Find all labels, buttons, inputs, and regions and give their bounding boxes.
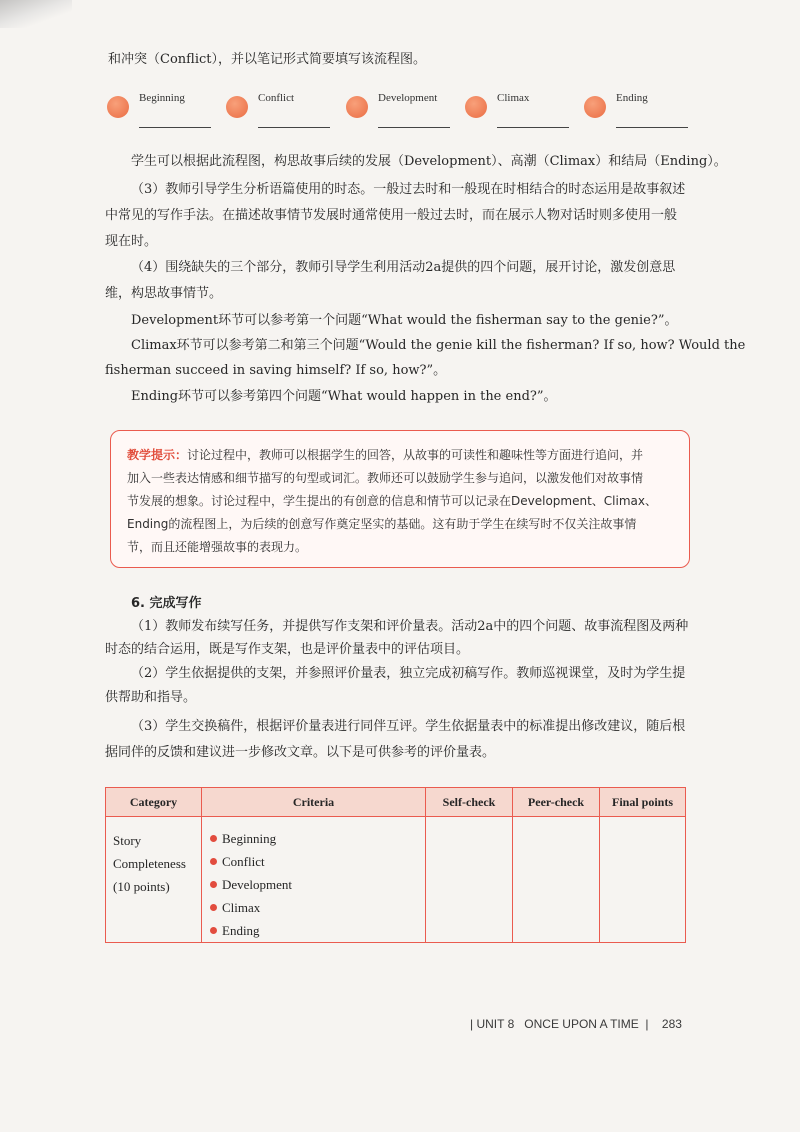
section-line: （1）教师发布续写任务，并提供写作支架和评价量表。活动2a中的四个问题、故事流程图及两种 [131,619,689,634]
paragraph-line: （3）教师引导学生分析语篇使用的时态。一般过去时和一般现在时相结合的时态运用是故事叙述 [131,182,686,197]
paragraph-line: Development环节可以参考第一个问题“What would the fisherman say to the genie?”。 [131,313,678,328]
criteria-item: Climax [210,896,425,919]
tip-line: 讨论过程中，教师可以根据学生的回答，从故事的可读性和趣味性等方面进行追问，并 [187,448,644,462]
section-line: （2）学生依据提供的支架，并参照评价量表，独立完成初稿写作。教师巡视课堂，及时为学生提 [131,666,686,681]
page-number: 283 [661,1017,682,1031]
self-check-cell [426,817,513,943]
paragraph-line: 现在时。 [105,234,158,249]
tip-line: Ending的流程图上，为后续的创意写作奠定坚实的基础。这有助于学生在续写时不仅关注故事情 [127,517,637,531]
tip-line: 节发展的想象。讨论过程中，学生提出的有创意的信息和情节可以记录在Development、Climax、 [127,494,657,508]
footer-separator: | [645,1017,649,1031]
tip-title: 教学提示： [127,448,188,462]
header-peer-check: Peer-check [513,788,600,817]
criteria-item: Ending [210,919,425,942]
flow-blank-line [139,127,211,128]
flow-blank-line [497,127,569,128]
category-cell [106,817,202,943]
evaluation-rubric-table [105,787,686,943]
flow-step-beginning [105,90,225,134]
footer-title: ONCE UPON A TIME [524,1017,639,1031]
page-corner-shadow [0,0,72,28]
paragraph-line: 维，构思故事情节。 [105,286,223,301]
flow-dot [107,96,129,118]
flow-label: Ending [616,92,648,104]
flow-step-development [344,90,464,134]
criteria-item: Development [210,873,425,896]
teaching-tip-box [110,430,690,568]
flow-label: Beginning [139,92,185,104]
criteria-list [202,817,425,942]
flow-blank-line [378,127,450,128]
paragraph-line: Climax环节可以参考第二和第三个问题“Would the genie kill the fisherman? If so, how? Would the [131,338,746,353]
story-flowchart [105,90,690,134]
header-category: Category [106,788,202,817]
category-line: (10 points) [113,879,170,894]
flow-dot [226,96,248,118]
header-final-points: Final points [600,788,686,817]
peer-check-cell [513,817,600,943]
table-row [106,817,686,943]
category-line: Story [113,833,142,848]
final-points-cell [600,817,686,943]
flow-label: Climax [497,92,530,104]
paragraph-line: fisherman succeed in saving himself? If so, how?”。 [105,363,447,378]
header-criteria: Criteria [202,788,426,817]
flow-step-ending [582,90,702,134]
flow-label: Conflict [258,92,295,104]
section-line: 据同伴的反馈和建议进一步修改文章。以下是可供参考的评价量表。 [105,745,496,760]
flow-dot [465,96,487,118]
table-header-row [106,788,686,817]
footer-separator: | [470,1017,474,1031]
paragraph-line: 中常见的写作手法。在描述故事情节发展时通常使用一般过去时，而在展示人物对话时则多使用一般 [105,208,678,223]
flow-label: Development [378,92,438,104]
section-line: 时态的结合运用，既是写作支架，也是评价量表中的评估项目。 [105,642,470,657]
flow-dot [346,96,368,118]
criteria-item: Conflict [210,850,425,873]
section-heading: 6. 完成写作 [131,596,202,611]
paragraph-line: 学生可以根据此流程图，构思故事后续的发展（Development）、高潮（Climax）和结局（Ending）。 [131,154,727,169]
header-self-check: Self-check [426,788,513,817]
tip-first-line [127,445,643,465]
tip-line: 节，而且还能增强故事的表现力。 [127,540,308,554]
section-line: 供帮助和指导。 [105,690,197,705]
section-line: （3）学生交换稿件，根据评价量表进行同伴互评。学生依据量表中的标准提出修改建议，随后根 [131,719,686,734]
page-footer [470,1017,682,1031]
flow-step-conflict [224,90,344,134]
flow-dot [584,96,606,118]
tip-line: 加入一些表达情感和细节描写的句型或词汇。教师还可以鼓励学生参与追问，以激发他们对故事情 [127,471,644,485]
flow-blank-line [616,127,688,128]
footer-unit: UNIT 8 [476,1017,515,1031]
criteria-cell [202,817,426,943]
paragraph-line: （4）围绕缺失的三个部分，教师引导学生利用活动2a提供的四个问题，展开讨论，激发创意思 [131,260,676,275]
intro-line: 和冲突（Conflict），并以笔记形式简要填写该流程图。 [108,52,426,67]
category-line: Completeness [113,856,186,871]
flow-step-climax [463,90,583,134]
paragraph-line: Ending环节可以参考第四个问题“What would happen in the end?”。 [131,389,557,404]
flow-blank-line [258,127,330,128]
criteria-item: Beginning [210,827,425,850]
